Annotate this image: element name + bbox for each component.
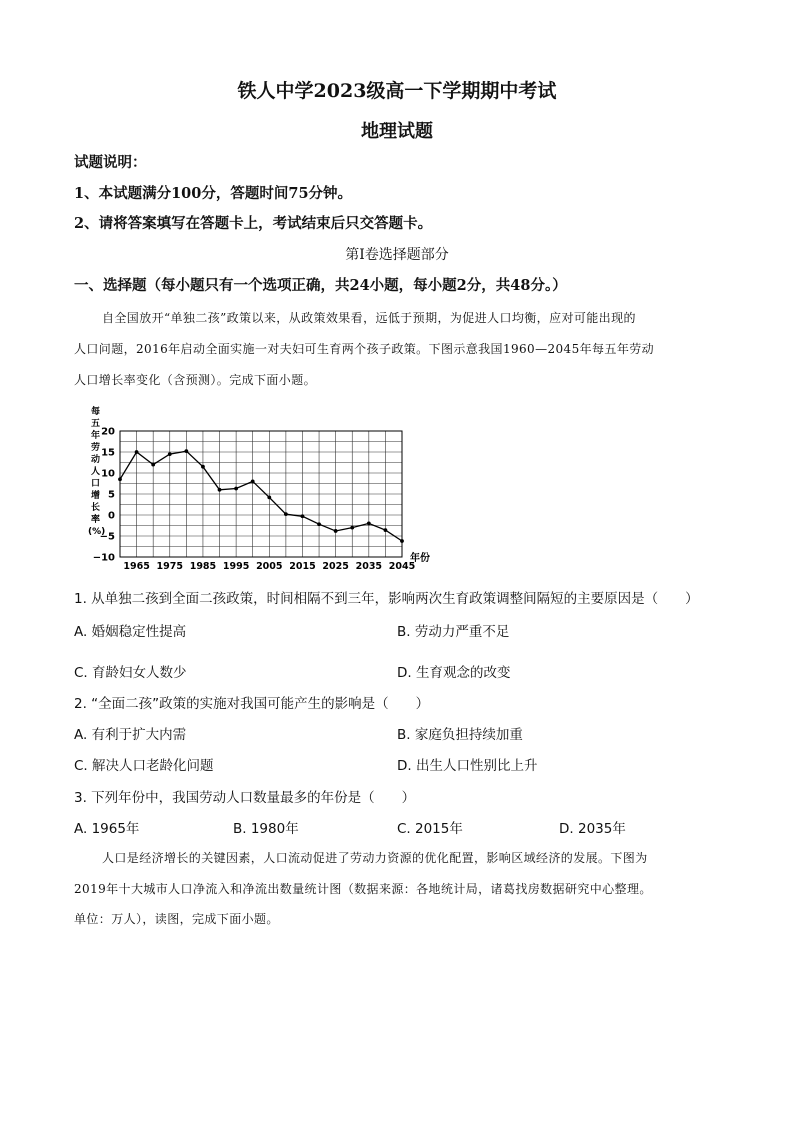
data-point [267, 495, 271, 499]
x-tick-label: 1975 [156, 561, 183, 572]
passage2-line-3: 单位：万人），读图，完成下面小题。 [74, 912, 279, 926]
exam-title: 铁人中学2023级高一下学期期中考试 [237, 80, 557, 102]
data-point [184, 449, 188, 453]
x-tick-label: 1965 [123, 561, 150, 572]
passage1-line-2: 人口问题，2016年启动全面实施一对夫妇可生育两个孩子政策。下图示意我国1960—2045年每五年劳动 [74, 342, 655, 356]
q1-option-a[interactable]: A. 婚姻稳定性提高 [74, 624, 187, 640]
x-tick-label: 2035 [355, 561, 383, 572]
exam-subtitle: 地理试题 [361, 121, 433, 142]
instruction-line-1: 1、本试题满分100分，答题时间75分钟。 [74, 185, 353, 202]
x-tick-label: 1985 [189, 561, 217, 572]
y-tick-label: −10 [92, 552, 115, 564]
q1-option-d[interactable]: D. 生育观念的改变 [397, 665, 511, 681]
y-tick-label: 10 [101, 468, 115, 480]
labor-growth-chart [80, 402, 440, 574]
data-point [201, 465, 205, 469]
part-heading: 一、选择题（每小题只有一个选项正确，共24小题，每小题2分，共48分。） [74, 277, 567, 294]
q1-option-b[interactable]: B. 劳动力严重不足 [397, 624, 510, 640]
y-tick-label: 0 [108, 510, 115, 522]
x-tick-label: 2005 [256, 561, 283, 572]
data-point [334, 529, 338, 533]
data-point [118, 477, 122, 481]
q2-stem: 2. “全面二孩”政策的实施对我国可能产生的影响是（ ） [74, 696, 430, 712]
data-point [251, 480, 255, 484]
x-tick-label: 2015 [289, 561, 316, 572]
data-point [384, 528, 388, 532]
q3-option-b[interactable]: B. 1980年 [233, 821, 299, 837]
y-tick-label: −5 [99, 531, 115, 543]
q2-option-c[interactable]: C. 解决人口老龄化问题 [74, 758, 214, 774]
passage2-line-1: 人口是经济增长的关键因素，人口流动促进了劳动力资源的优化配置，影响区域经济的发展。下图为 [102, 851, 648, 865]
data-point [135, 450, 139, 454]
data-point [301, 514, 305, 518]
data-point [400, 539, 404, 543]
q3-option-d[interactable]: D. 2035年 [559, 821, 626, 837]
passage1-line-1: 自全国放开“单独二孩”政策以来，从政策效果看，远低于预期，为促进人口均衡，应对可能出现的 [102, 311, 636, 325]
x-tick-label: 2045 [388, 561, 416, 572]
data-point [367, 522, 371, 526]
q3-option-a[interactable]: A. 1965年 [74, 821, 140, 837]
x-axis-label: 年份 [410, 553, 430, 564]
data-point [168, 452, 172, 456]
data-point [284, 512, 288, 516]
q2-option-b[interactable]: B. 家庭负担持续加重 [397, 727, 523, 743]
x-tick-label: 1995 [222, 561, 250, 572]
passage1-line-3: 人口增长率变化（含预测）。完成下面小题。 [74, 373, 317, 387]
q1-option-c[interactable]: C. 育龄妇女人数少 [74, 665, 187, 681]
x-tick-label: 2025 [322, 561, 349, 572]
series-line [120, 451, 402, 541]
q3-stem: 3. 下列年份中，我国劳动人口数量最多的年份是（ ） [74, 790, 416, 806]
y-tick-label: 5 [108, 489, 115, 501]
passage2-line-2: 2019年十大城市人口净流入和净流出数量统计图（数据来源：各地统计局，诸葛找房数据研究中心整理。 [74, 882, 652, 896]
instruction-line-2: 2、请将答案填写在答题卡上，考试结束后只交答题卡。 [74, 215, 433, 232]
data-point [234, 487, 238, 491]
q2-option-a[interactable]: A. 有利于扩大内需 [74, 727, 187, 743]
data-point [317, 522, 321, 526]
y-axis-label: 每五年劳动人口增长率(%) [88, 407, 106, 537]
section-title: 第Ⅰ卷选择题部分 [345, 247, 449, 263]
y-tick-label: 15 [101, 447, 115, 459]
q3-option-c[interactable]: C. 2015年 [397, 821, 463, 837]
q1-stem: 1. 从单独二孩到全面二孩政策，时间相隔不到三年，影响两次生育政策调整间隔短的主要原因是（ ） [74, 591, 699, 607]
data-point [350, 526, 354, 530]
q2-option-d[interactable]: D. 出生人口性别比上升 [397, 758, 538, 774]
instructions-heading: 试题说明： [74, 154, 147, 171]
y-tick-label: 20 [101, 426, 115, 438]
data-point [151, 463, 155, 467]
data-point [218, 488, 222, 492]
